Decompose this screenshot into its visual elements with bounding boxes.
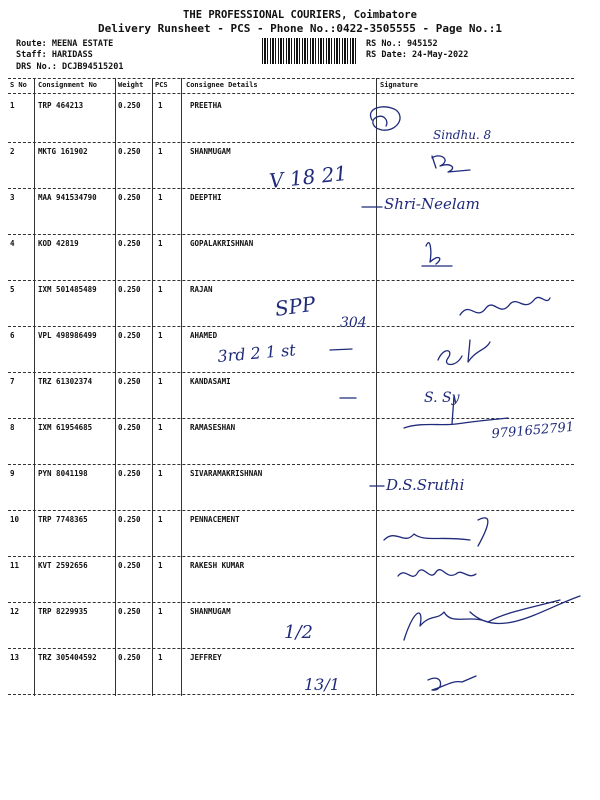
runsheet-subtitle: Delivery Runsheet - PCS - Phone No.:0422-3505555 - Page No.:1	[98, 22, 502, 35]
row-weight: 0.250	[118, 193, 141, 202]
row-sno: 4	[10, 239, 15, 248]
svg-text:D.S.Sruthi: D.S.Sruthi	[386, 476, 465, 494]
row-pcs: 1	[158, 193, 163, 202]
drs-number: DRS No.: DCJB94515201	[16, 62, 124, 72]
row-weight: 0.250	[118, 331, 141, 340]
col-header-consignment: Consignment No	[38, 81, 98, 89]
row-sno: 11	[10, 561, 20, 570]
row-sno: 2	[10, 147, 15, 156]
row-consignment-no: IXM 61954685	[38, 423, 93, 432]
row-consignment-no: TRZ 61302374	[38, 377, 93, 386]
row-pcs: 1	[158, 331, 163, 340]
svg-text:13/1: 13/1	[304, 675, 340, 694]
svg-text:SPP: SPP	[273, 291, 317, 321]
col-header-weight: Weight	[118, 81, 144, 89]
row-sno: 1	[10, 101, 15, 110]
row-sno: 3	[10, 193, 15, 202]
row-pcs: 1	[158, 469, 163, 478]
svg-text:304: 304	[340, 315, 367, 331]
svg-text:1/2: 1/2	[284, 622, 313, 643]
row-consignee: PREETHA	[190, 101, 222, 110]
row-consignment-no: KVT 2592656	[38, 561, 88, 570]
row-weight: 0.250	[118, 239, 141, 248]
row-consignee: PENNACEMENT	[190, 515, 240, 524]
row-pcs: 1	[158, 147, 163, 156]
signature-row-1	[370, 107, 491, 142]
route-label: Route: MEENA ESTATE	[16, 39, 114, 49]
row-consignee: GOPALAKRISHNAN	[190, 239, 254, 248]
signature-row-7	[340, 390, 461, 424]
row-weight: 0.250	[118, 423, 141, 432]
row-pcs: 1	[158, 607, 163, 616]
row-consignee: RAJAN	[190, 285, 213, 294]
signature-row-2	[268, 156, 470, 193]
rs-date: RS Date: 24-May-2022	[366, 50, 469, 60]
signature-row-8	[404, 418, 575, 442]
row-pcs: 1	[158, 377, 163, 386]
row-pcs: 1	[158, 239, 163, 248]
row-weight: 0.250	[118, 285, 141, 294]
row-weight: 0.250	[118, 515, 141, 524]
col-header-signature: Signature	[380, 81, 418, 89]
row-sno: 5	[10, 285, 15, 294]
row-weight: 0.250	[118, 147, 141, 156]
row-weight: 0.250	[118, 469, 141, 478]
row-sno: 13	[10, 653, 20, 662]
row-pcs: 1	[158, 423, 163, 432]
row-pcs: 1	[158, 515, 163, 524]
svg-text:V 18 21: V 18 21	[268, 160, 349, 193]
row-weight: 0.250	[118, 561, 141, 570]
svg-text:Sindhu. 8: Sindhu. 8	[433, 128, 492, 142]
row-pcs: 1	[158, 653, 163, 662]
row-weight: 0.250	[118, 607, 141, 616]
signature-row-11	[398, 570, 476, 577]
row-consignment-no: MAA 941534790	[38, 193, 97, 202]
signature-row-3	[362, 195, 480, 213]
row-pcs: 1	[158, 101, 163, 110]
row-consignee: JEFFREY	[190, 653, 222, 662]
company-title: THE PROFESSIONAL COURIERS, Coimbatore	[183, 9, 417, 21]
row-pcs: 1	[158, 285, 163, 294]
signature-row-13	[304, 675, 476, 694]
row-consignment-no: TRP 8229935	[38, 607, 88, 616]
signature-row-4	[422, 243, 452, 266]
row-consignment-no: TRP 7748365	[38, 515, 88, 524]
signature-row-9	[370, 476, 465, 494]
row-consignee: KANDASAMI	[190, 377, 231, 386]
svg-text:S. Sy: S. Sy	[424, 390, 460, 406]
row-consignee: AHAMED	[190, 331, 218, 340]
row-weight: 0.250	[118, 101, 141, 110]
staff-label: Staff: HARIDASS	[16, 50, 93, 60]
row-pcs: 1	[158, 561, 163, 570]
row-consignee: SHANMUGAM	[190, 147, 231, 156]
row-consignee: RAMASESHAN	[190, 423, 236, 432]
row-consignment-no: TRZ 305404592	[38, 653, 97, 662]
svg-text:3rd 2 1 st: 3rd 2 1 st	[216, 340, 297, 366]
row-weight: 0.250	[118, 653, 141, 662]
row-sno: 9	[10, 469, 15, 478]
row-consignee: SIVARAMAKRISHNAN	[190, 469, 263, 478]
signature-row-5	[273, 291, 550, 331]
row-sno: 8	[10, 423, 15, 432]
svg-text:Shri-Neelam: Shri-Neelam	[384, 195, 480, 213]
row-consignment-no: MKTG 161902	[38, 147, 88, 156]
signature-row-6	[217, 340, 490, 366]
svg-text:9791652791: 9791652791	[491, 419, 575, 442]
row-sno: 6	[10, 331, 15, 340]
row-consignment-no: PYN 8041198	[38, 469, 88, 478]
signature-row-12	[284, 596, 580, 643]
row-consignee: RAKESH KUMAR	[190, 561, 245, 570]
row-sno: 7	[10, 377, 15, 386]
row-weight: 0.250	[118, 377, 141, 386]
col-header-pcs: PCS	[155, 81, 168, 89]
row-consignee: DEEPTHI	[190, 193, 222, 202]
row-consignee: SHANMUGAM	[190, 607, 231, 616]
col-header-sno: S No	[10, 81, 27, 89]
row-sno: 12	[10, 607, 20, 616]
rs-number: RS No.: 945152	[366, 39, 438, 49]
row-consignment-no: VPL 498986499	[38, 331, 97, 340]
row-consignment-no: TRP 464213	[38, 101, 84, 110]
signature-row-10	[384, 518, 488, 546]
col-header-consignee: Consignee Details	[186, 81, 258, 89]
row-sno: 10	[10, 515, 20, 524]
row-consignment-no: KOD 42819	[38, 239, 79, 248]
row-consignment-no: IXM 501485489	[38, 285, 97, 294]
